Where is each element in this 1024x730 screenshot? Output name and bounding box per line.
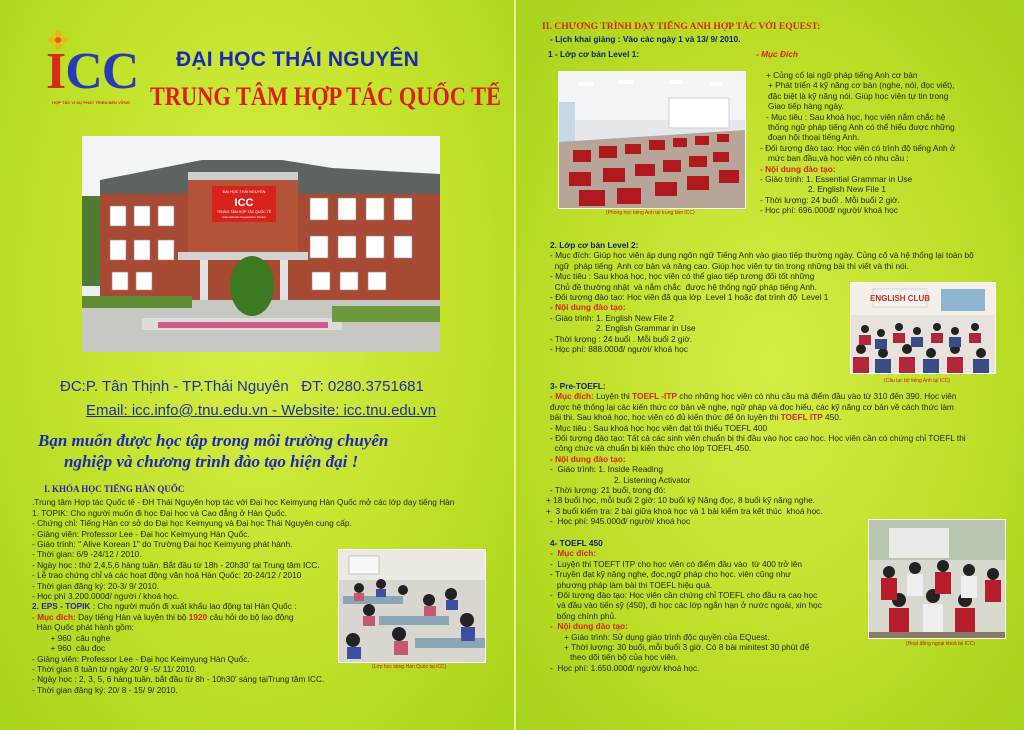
level1-line2: - Học phí: 696.000đ/ người/ khoá học: [760, 205, 898, 216]
level1-line: mức ban đầu,và học viên có nhu cầu :: [768, 153, 909, 164]
university-title: ĐẠI HỌC THÁI NGUYÊN: [176, 48, 419, 71]
center-title: TRUNG TÂM HỢP TÁC QUỐC TẾ: [150, 82, 501, 111]
level2-line2: - Học phí: 888.000đ/ người/ khoá học: [550, 344, 688, 355]
korean-line: - Ngày học : thứ 2,4,5,6 hàng tuần. Bắt đầu từ 18h - 20h30' tại Trung tâm ICC.: [32, 559, 320, 570]
eps-question-count: 1920: [188, 611, 208, 622]
toefl450-line: phương pháp làm bài thi TOEFL hiệu quả.: [550, 579, 713, 590]
level1-details: [760, 70, 1020, 216]
pretoefl-line2: - Thời lượng: 21 buổi, trong đó:: [550, 485, 666, 496]
eps-heading-rest: : Cho người muốn đi xuất khẩu lao động tại Hàn Quốc :: [90, 601, 297, 612]
level1-line: Giao tiếp hàng ngày.: [768, 101, 844, 112]
eps-line: + 960 câu đọc: [32, 643, 106, 654]
pretoefl-line: được hệ thống lại các kiến thức cơ bản về nghe, ngữ pháp và đọc hiểu, các kỹ năng cơ bản về cách thức làm: [550, 401, 954, 412]
toefl450-content-label: - Nội dung đào tạo:: [550, 621, 628, 632]
level1-line: - Mục tiêu : Sau khoá học, học viên nắm chắc hệ: [766, 111, 946, 122]
level2-line: ngữ pháp tiếng Anh cơ bản và nâng cao. Giúp học viên tự tin trong những bài thi viết và thi nói.: [550, 260, 909, 271]
pretoefl-line: - Đối tượng đào tạo: Tất cả các sinh viên chuẩn bị thi đầu vào học cao học. Học viên cần có chứng chỉ TOEFL thi: [550, 433, 966, 444]
pretoefl-itp-highlight: TOEFL -ITP: [632, 391, 677, 402]
korean-line: - Chứng chỉ: Tiếng Hàn cơ sở do Đại học Keimyung và Đại học Thái Nguyên cung cấp.: [32, 518, 352, 529]
korean-line: - Thời gian đăng ký: 20-3/ 9/ 2010.: [32, 580, 160, 591]
level1-line: - Đối tượng đào tạo: Học viên có trình độ tiếng Anh ở: [760, 142, 956, 153]
level2-line: - Mục tiêu : Sau khoá học, học viên có thể giao tiếp tương đối tốt những: [550, 271, 815, 282]
toefl450-line: - Truyền đạt kỹ năng nghe, đọc,ngữ pháp cho học. viên cũng như: [550, 569, 791, 580]
level1-line: + Củng cố lại ngữ pháp tiếng Anh cơ bản: [766, 70, 918, 80]
toefl450-line2: theo dõi tiến bộ của học viên.: [570, 652, 678, 663]
classroom-photo-caption: (Phòng học tiếng Anh tại trung tâm ICC): [606, 210, 695, 216]
pretoefl-exam-highlight: TOEFL ITP: [780, 412, 823, 423]
toefl450-purpose-label: - Mục đích:: [550, 548, 597, 559]
pretoefl-line2: - Học phí: 945.000đ/ người/ khoá học: [550, 516, 691, 527]
level1-line: + Phát triển 4 kỹ năng cơ bản (nghe, nói, đọc viết),: [768, 80, 955, 91]
toefl450-line: - Đối tượng đào tạo: Học viên cần chứng chỉ TOEFL cho đầu ra cao học: [550, 590, 818, 601]
level2-title: 2. Lớp cơ bản Level 2:: [550, 240, 639, 250]
eps-heading: 2. EPS - TOPIK: [32, 601, 91, 612]
level1-line2: - Thời lượng: 24 buổi . Mỗi buổi 2 giờ.: [760, 194, 900, 205]
level1-line: đặc biệt là kỹ năng nói. Giúp học viên tự tin trong: [768, 90, 949, 101]
toefl450-line2: - Học phí: 1.650.000đ/ người/ khoá học.: [550, 662, 700, 673]
level1-line: thống ngữ pháp tiếng Anh có thể hiểu được những: [768, 122, 955, 133]
korean-line: - Thời gian: 6/9 -24/12 / 2010.: [32, 549, 142, 560]
level2-content-label: - Nội dung đào tạo:: [550, 302, 626, 313]
sign-sub-text: International Cooperation Center: [222, 215, 266, 219]
english-club-photo: [850, 282, 996, 374]
brochure-right-page: [514, 0, 1024, 730]
slogan-line-2: nghiệp và chương trình đào tạo hiện đại !: [64, 452, 359, 471]
toefl450-line: và đầu vào tiến sỹ (450), đi học các lớp ngắn hạn ở nước ngoài, xin học: [550, 600, 822, 611]
eps-line: + 960 câu nghe: [32, 632, 111, 643]
eps-purpose-label: - Mục đích:: [32, 611, 76, 622]
toefl450-line2: + Thời lượng: 30 buổi, mỗi buổi 3 giờ. Có 8 bài minitest 30 phút để: [564, 642, 810, 653]
korean-photo-caption: (Lớp học tiếng Hàn Quốc tại ICC): [372, 664, 447, 670]
pretoefl-exam-line: [550, 412, 1020, 422]
pretoefl-line: công chức và chuẩn bị kiến thức cho lớp TOEFL 450.: [550, 443, 752, 454]
english-heading: II. CHƯƠNG TRÌNH DẠY TIẾNG ANH HỢP TÁC VỚI EQUEST:: [542, 21, 821, 32]
icc-logo: [38, 30, 148, 110]
pretoefl-exam-text2: 450.: [822, 412, 842, 423]
eps-line: - Giảng viên: Professor Lee - Đại học Keimyung Hàn Quốc.: [32, 653, 250, 664]
eps-line: Hàn Quốc phát hành gồm:: [32, 622, 134, 633]
korean-heading: I. KHÓA HỌC TIẾNG HÀN QUỐC: [44, 484, 185, 494]
korean-line: 1. TOPIK: Cho người muốn đi học Đại học và Cao đẳng ở Hàn Quốc.: [32, 507, 288, 518]
pretoefl-line2: + 18 buổi học, mỗi buổi 2 giờ: 10 buổi kỹ Năng đọc, 8 buổi kỹ năng nghe.: [546, 495, 816, 506]
english-club-sign: ENGLISH CLUB: [870, 294, 930, 303]
pretoefl-line: - Mục tiêu : Sau khoá học học viên đạt tối thiểu TOEFL 400: [550, 422, 768, 433]
english-schedule: - Lịch khai giảng : Vào các ngày 1 và 13/ 9/ 2010.: [550, 34, 741, 44]
slogan-line-1: Bạn muốn được học tập trong môi trường chuyên: [38, 431, 389, 450]
pretoefl-line2: - Giáo trình: 1. Inside Reading: [550, 464, 663, 475]
pretoefl-content-label: - Nội dung đào tạo:: [550, 453, 626, 464]
korean-line: - Lễ trao chứng chỉ và các hoạt động văn hoá Hàn Quốc: 20-24/12 / 2010: [32, 570, 302, 581]
toefl450-title: 4- TOEFL 450: [550, 538, 603, 548]
level1-line2: 2. English New File 1: [808, 184, 886, 195]
level1-purpose-label: - Mục Đích: [756, 49, 798, 59]
level2-line2: 2. English Grammar in Use: [596, 323, 696, 334]
logo-tagline: HỢP TÁC VÌ SỰ PHÁT TRIỂN BỀN VỮNG: [52, 100, 130, 105]
pretoefl-purpose-label: - Mục đích:: [550, 391, 594, 402]
level1-content-label: - Nội dung đào tạo:: [760, 163, 836, 174]
pretoefl-purpose-text2: cho những học viên có nhu cầu mà điểm đầu vào từ 310 đến 390. Học viên: [676, 391, 957, 402]
korean-line: .Trung tâm Hợp tác Quốc tế - ĐH Thái Nguyên hợp tác với Đại học Keimyung Hàn Quốc mở các lớp dạy tiếng Hàn: [32, 497, 455, 508]
level2-line2: - Thời lượng : 24 buổi . Mỗi buổi 2 giờ.: [550, 333, 693, 344]
eps-line: - Thời gian 8 tuần từ ngày 20/ 9 -5/ 11/ 2010.: [32, 663, 197, 674]
korean-line: - Giảng viên: Professor Lee - Đại học Keimyung Hàn Quốc.: [32, 528, 250, 539]
pretoefl-title: 3- Pre-TOEFL:: [550, 381, 606, 391]
eps-line: - Ngày học : 2, 3, 5, 6 hàng tuần, bắt đầu từ 8h - 10h30' sáng tạiTrung tâm ICC.: [32, 674, 325, 685]
pretoefl-exam-text: bài thi. Sau khoá học, học viên có đủ kiến thức để ôn luyện thi: [550, 412, 781, 423]
toefl450-line: bổng chính phủ.: [550, 610, 617, 621]
english-club-caption: (Câu lạc bộ tiếng Anh tại ICC): [884, 378, 951, 384]
outdoor-photo-caption: (Hoạt động ngoại khoá tại ICC): [906, 641, 975, 647]
sign-top-text: ĐẠI HỌC THÁI NGUYÊN: [222, 190, 266, 194]
level2-line: Chủ đề thường nhật và nắm chắc được hệ thống ngữ pháp tiếng Anh.: [550, 281, 817, 292]
building-photo: [82, 136, 440, 352]
outdoor-activity-photo: [868, 519, 1006, 639]
icc-logo-text: ICC: [46, 43, 139, 100]
level1-title: 1 - Lớp cơ bản Level 1:: [548, 49, 640, 59]
toefl450-section: [550, 538, 880, 673]
toefl450-line: - Luyện thi TOEFT ITP cho học viên có điểm đầu vào từ 400 trở lên: [550, 558, 803, 569]
eps-purpose-text2: câu hỏi do bộ lao động: [207, 611, 294, 622]
pretoefl-purpose-text: Luyện thi: [593, 391, 633, 402]
level1-line: đoạn hội thoại tiếng Anh.: [768, 132, 860, 143]
level2-line: - Đối tượng đào tạo: Học viên đã qua lớp Level 1 hoặc đạt trình độ Level 1: [550, 292, 829, 303]
pretoefl-purpose-line: [550, 391, 1020, 401]
sign-line-text: TRUNG TÂM HỢP TÁC QUỐC TẾ: [216, 210, 272, 214]
korean-line: - Học phí 3.200.000đ/ người / khoá học.: [32, 591, 180, 602]
level2-line: - Mục đích: Giúp học viên áp dụng ngôn ngữ Tiếng Anh vào giao tiếp thường ngày. Củng cố và hệ thống lại toàn bộ: [550, 250, 974, 261]
toefl450-line2: + Giáo trình: Sử dụng giáo trình độc quyền của EQuest.: [564, 631, 770, 642]
eps-purpose-text: Dạy tiếng Hàn và luyện thi bộ: [75, 611, 189, 622]
korean-class-photo: [338, 549, 486, 663]
sign-name-text: ICC: [234, 197, 254, 209]
level2-line2: - Giáo trình: 1. English New File 2: [550, 312, 675, 323]
pretoefl-line2: + 3 buổi kiểm tra: 2 bài giữa khoá học và 1 bài kiểm tra kết thúc khoá học.: [546, 505, 823, 516]
address-line: ĐC:P. Tân Thịnh - TP.Thái Nguyên ĐT: 0280.3751681: [60, 378, 424, 395]
eps-line: - Thời gian đăng ký: 20/ 8 - 15/ 9/ 2010.: [32, 684, 178, 695]
korean-line: - Giáo trình: " Alive Korean 1" do Trường Đại học Keimyung phát hành.: [32, 539, 293, 550]
level1-line2: - Giáo trình: 1. Essential Grammar in Use: [760, 174, 913, 185]
pretoefl-section: [546, 381, 1020, 527]
pretoefl-line2: 2. Listening Activator: [614, 474, 691, 485]
email-website-line[interactable]: Email: icc.info@.tnu.edu.vn - Website: icc.tnu.edu.vn: [86, 402, 437, 419]
classroom-photo: [558, 71, 746, 209]
